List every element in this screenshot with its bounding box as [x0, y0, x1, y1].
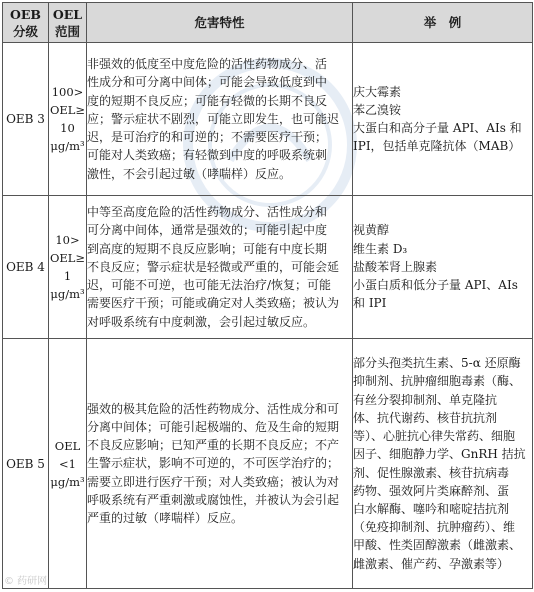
- hazard-line: 严重的过敏（哮喘样）反应。: [87, 511, 244, 525]
- example-line: 药物、强效阿片类麻醉剂、蛋: [353, 483, 510, 498]
- oel-text: OEL≥: [49, 251, 86, 265]
- header-hazard: 危害特性: [87, 3, 353, 43]
- hazard-line: 生警示症状，影响不可逆的，不可医学治疗的；: [87, 456, 340, 471]
- example-line: 剂、促性腺激素、核苷抗病毒: [353, 465, 510, 480]
- header-text: OEB: [10, 6, 41, 22]
- oel-text: μg/m³: [50, 139, 85, 153]
- oel-range-cell: [49, 43, 87, 196]
- example-line: 等）、心脏抗心律失常药、细胞: [353, 429, 516, 444]
- hazard-line: 分离中间体；可能引起极端的、危及生命的短期: [87, 419, 340, 434]
- oel-range-cell: [49, 196, 87, 339]
- header-oel-range: [49, 3, 87, 43]
- oeb-level-cell: OEB 5: [3, 339, 49, 589]
- header-text: 范围: [54, 23, 80, 39]
- hazard-line: 中等至高度危险的活性药物成分、活性成分和: [87, 205, 328, 220]
- oel-text: 10: [60, 121, 75, 135]
- hazard-line: 迟，可能不可逆，也可能无法治疗/恢复；可能: [87, 278, 332, 293]
- header-examples: 举 例: [353, 3, 533, 43]
- example-line: （免疫抑制剂、抗肿瘤药）、维: [353, 520, 516, 535]
- example-line: 体、抗代谢药、核苷抗抗剂: [353, 410, 498, 425]
- hazard-line: 性成分和可分离中间体；可能会导致低度到中: [87, 75, 328, 90]
- header-text: OEL: [52, 6, 83, 22]
- table-row: [3, 196, 533, 339]
- table-header-row: [3, 3, 533, 43]
- example-line: 维生素 D₃: [353, 241, 408, 256]
- hazard-line: 度的短期不良反应；可能有轻微的长期不良反: [87, 93, 328, 108]
- hazard-line: 迟，是可治疗的和可逆的；不需要医疗干预；: [87, 130, 328, 145]
- example-line: 白水解酶、噻吟和嘧啶拮抗剂: [353, 501, 510, 516]
- oel-text: μg/m³: [50, 287, 85, 301]
- hazard-cell: [87, 196, 353, 339]
- examples-cell: [353, 339, 533, 589]
- oeb-level-cell: OEB 3: [3, 43, 49, 196]
- hazard-line: 不良反应；警示症状是轻微或严重的，可能会延: [87, 259, 340, 274]
- example-line: 雌激素、催产药、孕激素等）: [353, 556, 510, 571]
- examples-cell: [353, 196, 533, 339]
- example-line: 大蛋白和高分子量 API、AIs 和: [353, 121, 522, 135]
- header-oeb-level: [3, 3, 49, 43]
- example-line: 有丝分裂抑制剂、单克隆抗: [353, 392, 498, 407]
- oel-text: μg/m³: [50, 474, 85, 489]
- hazard-line: 激性，不会引起过敏（哮喘样）反应。: [87, 166, 292, 181]
- example-line: IPI，包括单克隆抗体（MAB）: [353, 139, 521, 154]
- hazard-line: 可能对人类致癌；有轻微到中度的呼吸系统刺: [87, 148, 328, 163]
- example-line: 小蛋白质和低分子量 API、AIs: [353, 278, 518, 293]
- oel-text: <1: [59, 456, 76, 471]
- oel-text: OEL: [54, 438, 81, 453]
- table-row: [3, 339, 533, 589]
- example-line: 抑制剂、抗肿瘤细胞毒素（酶、: [353, 374, 522, 389]
- example-line: 视黄醇: [353, 223, 390, 238]
- hazard-cell: [87, 339, 353, 589]
- example-line: 因子、细胞静力学、GnRH 拮抗: [353, 447, 526, 462]
- example-line: 和 IPI: [353, 296, 387, 311]
- example-line: 盐酸苯肾上腺素: [353, 259, 438, 274]
- hazard-line: 非强效的低度至中度危险的活性药物成分、活: [87, 57, 328, 72]
- hazard-line: 到高度的短期不良反应影响；可能有中度长期: [87, 241, 328, 256]
- oel-text: 100>: [51, 85, 84, 99]
- table-row: [3, 43, 533, 196]
- oeb-level-cell: OEB 4: [3, 196, 49, 339]
- hazard-line: 强效的极其危险的活性药物成分、活性成分和可: [87, 401, 340, 416]
- hazard-line: 需要立即进行医疗干预；对人类致癌；被认为对: [87, 474, 340, 489]
- example-line: 部分头孢类抗生素、5-α 还原酶: [353, 356, 521, 371]
- header-text: 分级: [12, 23, 38, 39]
- oel-text: OEL≥: [49, 103, 86, 117]
- oel-range-cell: [49, 339, 87, 589]
- hazard-cell: [87, 43, 353, 196]
- hazard-line: 需要医疗干预；可能或确定对人类致癌；被认为: [87, 296, 340, 311]
- hazard-line: 应；警示症状不剧烈，可能立即发生，也可能迟: [87, 111, 340, 126]
- oel-text: 1: [63, 269, 72, 283]
- hazard-line: 呼吸系统有严重刺激或腐蚀性，并被认为会引起: [87, 492, 340, 507]
- hazard-line: 可分离中间体，通常是强效的；可能引起中度: [87, 223, 328, 238]
- oeb-classification-table: [2, 2, 533, 589]
- example-line: 甲酸、性类固醇激素（雌激素、: [353, 538, 522, 553]
- oel-text: 10>: [55, 233, 80, 247]
- example-line: 苯乙溴铵: [353, 102, 402, 117]
- corner-watermark: © 药研网: [4, 576, 48, 587]
- hazard-line: 对呼吸系统有中度刺激，会引起过敏反应。: [87, 314, 316, 329]
- hazard-line: 不良反应影响；已知严重的长期不良反应；不产: [87, 438, 340, 453]
- example-line: 庆大霉素: [353, 84, 402, 99]
- examples-cell: [353, 43, 533, 196]
